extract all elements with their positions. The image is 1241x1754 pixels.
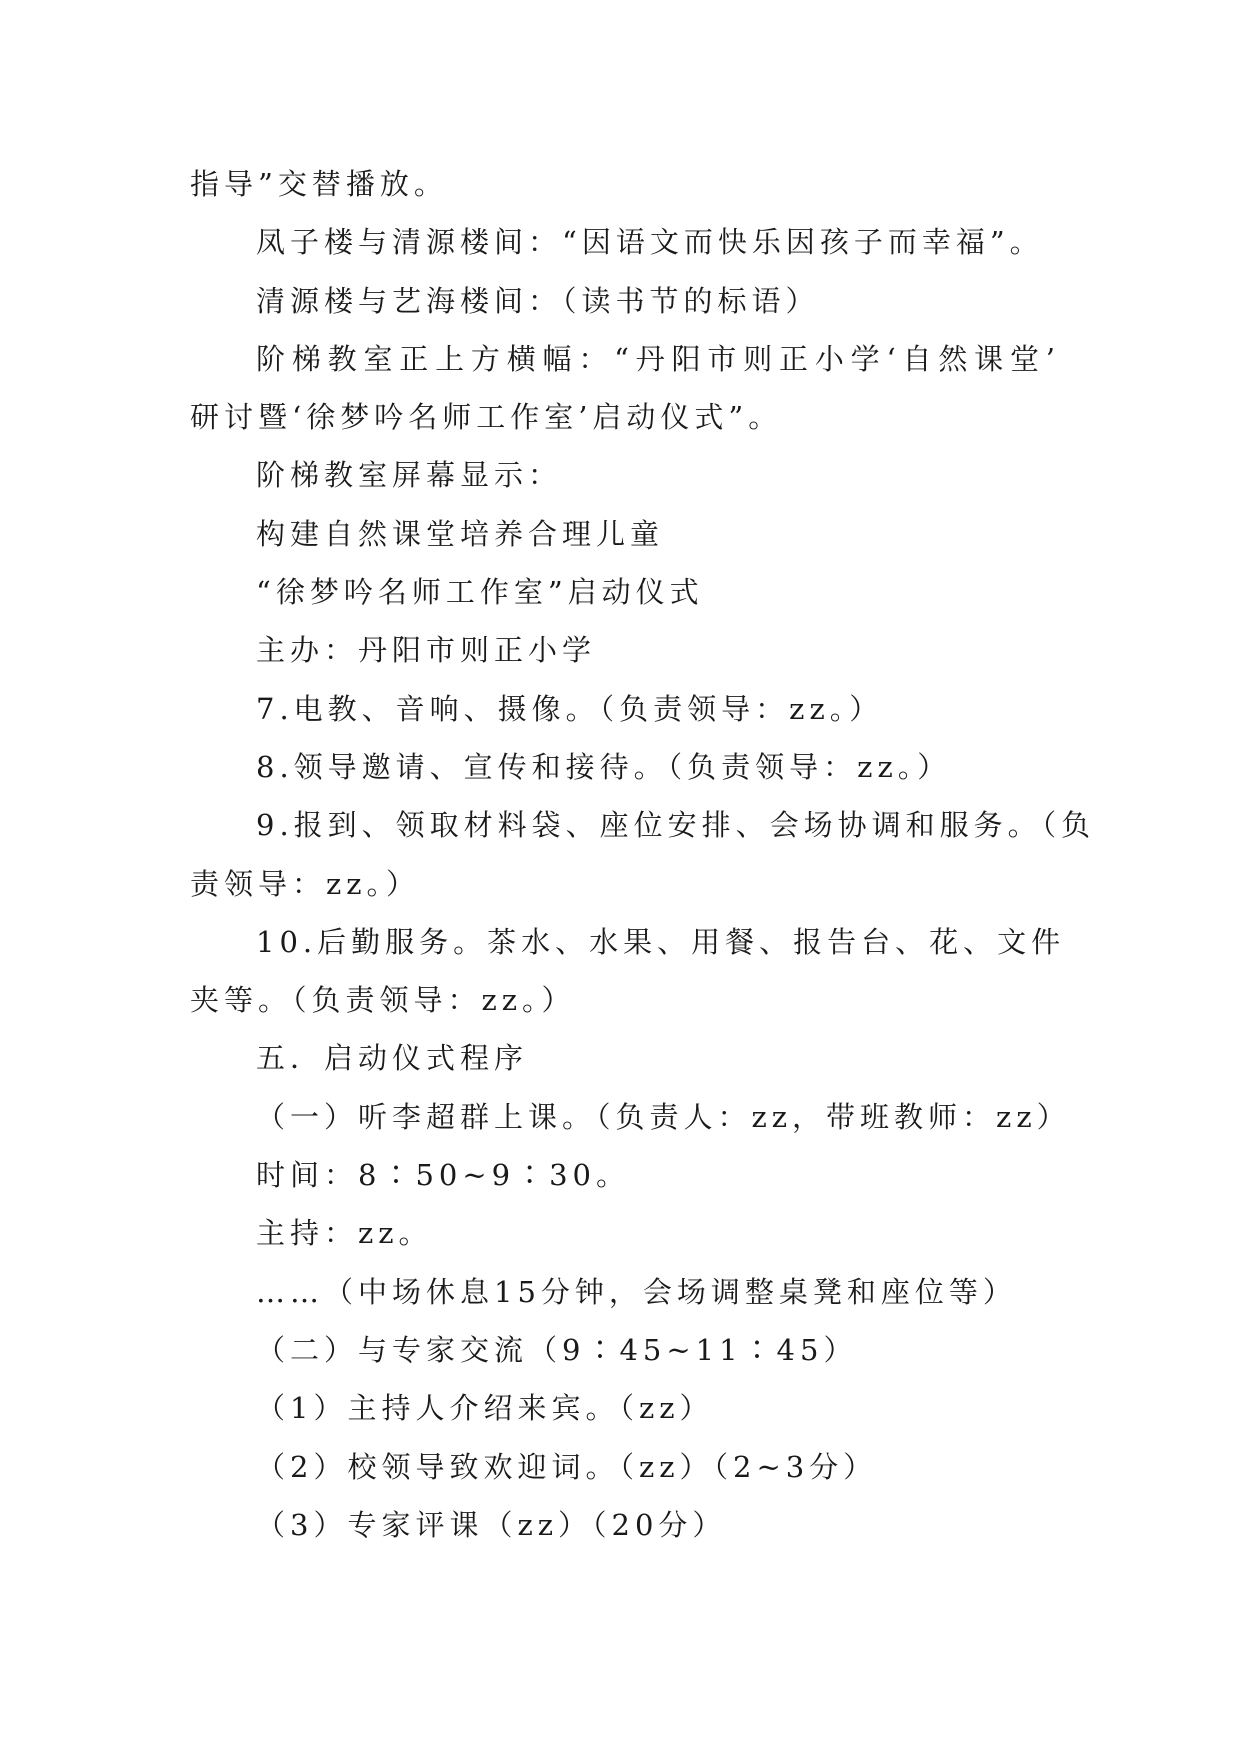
paragraph-line: 阶梯教室正上方横幅：“丹阳市则正小学‘自然课堂’ — [256, 341, 1060, 376]
paragraph-line: 10.后勤服务。茶水、水果、用餐、报告台、花、文件 — [256, 924, 1066, 959]
paragraph-line: （1）主持人介绍来宾。（zz） — [256, 1391, 714, 1426]
paragraph-line: （二）与专家交流（9∶45~11∶45） — [256, 1332, 858, 1367]
paragraph-line: 7.电教、音响、摄像。（负责领导：zz。） — [256, 691, 884, 726]
section-heading: 五．启动仪式程序 — [256, 1041, 529, 1076]
paragraph-line: “徐梦吟名师工作室”启动仪式 — [256, 575, 704, 610]
paragraph-line: ……（中场休息15分钟，会场调整桌凳和座位等） — [256, 1274, 1017, 1309]
paragraph-line: （3）专家评课（zz）（20分） — [256, 1507, 727, 1542]
document-body — [190, 155, 1096, 1554]
paragraph-line: 阶梯教室屏幕显示： — [256, 458, 563, 493]
paragraph-line: 主办：丹阳市则正小学 — [256, 633, 597, 668]
paragraph-line: （2）校领导致欢迎词。（zz）（2~3分） — [256, 1449, 878, 1484]
paragraph-line: 主持：zz。 — [256, 1216, 433, 1251]
paragraph-line: 构建自然课堂培养合理儿童 — [256, 516, 665, 551]
paragraph-line: 责领导：zz。） — [190, 866, 421, 901]
paragraph-line: 8.领导邀请、宣传和接待。（负责领导：zz。） — [256, 749, 952, 784]
paragraph-line: 时间：8∶50~9∶30。 — [256, 1158, 631, 1193]
paragraph-line: 9.报到、领取材料袋、座位安排、会场协调和服务。（负 — [256, 808, 1096, 843]
paragraph-line: 夹等。（负责领导：zz。） — [190, 983, 576, 1018]
paragraph-line: 清源楼与艺海楼间：（读书节的标语） — [256, 283, 820, 318]
paragraph-line: 指导”交替播放。 — [190, 167, 448, 201]
paragraph-line: 凤子楼与清源楼间：“因语文而快乐因孩子而幸福”。 — [256, 225, 1044, 260]
paragraph-line: 研讨暨‘徐梦吟名师工作室’启动仪式”。 — [190, 400, 783, 435]
paragraph-line: （一）听李超群上课。（负责人：zz，带班教师：zz） — [256, 1099, 1071, 1134]
